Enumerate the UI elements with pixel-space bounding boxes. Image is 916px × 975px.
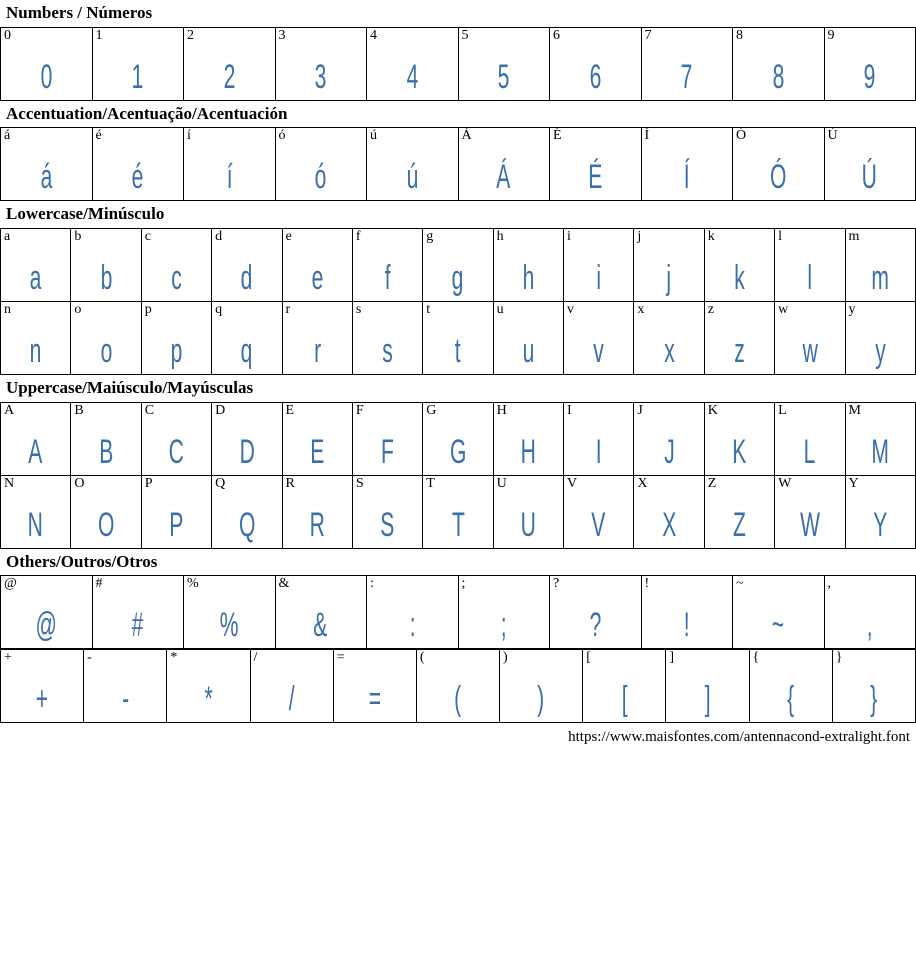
glyph-label: l (778, 229, 783, 245)
glyph-sample: h (522, 259, 535, 298)
glyph-cell[interactable] (733, 128, 825, 201)
glyph-label: q (215, 302, 223, 318)
glyph-sample: I (595, 432, 602, 471)
glyph-sample: ! (683, 606, 690, 645)
glyph-sample: j (666, 259, 672, 298)
glyph-cell[interactable] (775, 302, 845, 375)
glyph-label: M (848, 402, 861, 418)
glyph-sample: r (313, 332, 321, 371)
glyph-label: B (74, 402, 84, 418)
glyph-sample: 5 (497, 57, 510, 96)
glyph-sample: É (588, 158, 603, 197)
glyph-sample: z (734, 332, 745, 371)
glyph-sample: [ (621, 680, 628, 719)
glyph-sample: k (734, 259, 745, 298)
glyph-sample: D (239, 432, 255, 471)
glyph-label: p (144, 302, 152, 318)
glyph-sample: a (29, 259, 42, 298)
glyph-label: s (355, 302, 362, 318)
glyph-label: c (144, 229, 151, 245)
glyph-sample: S (380, 505, 395, 544)
glyph-sample: b (100, 259, 112, 298)
glyph-sample: i (596, 259, 602, 298)
glyph-label: 2 (187, 27, 194, 43)
glyph-label: h (496, 229, 504, 245)
glyph-sample: N (28, 505, 44, 544)
glyph-label: { (752, 650, 760, 666)
glyph-cell[interactable] (824, 27, 916, 100)
glyph-label: r (285, 302, 291, 318)
glyph-sample: # (131, 606, 144, 645)
glyph-label: / (253, 650, 258, 666)
glyph-cell[interactable] (1, 475, 71, 548)
glyph-cell[interactable] (184, 27, 276, 100)
glyph-label: 9 (827, 27, 835, 43)
table-row (1, 27, 916, 100)
glyph-label: 6 (553, 27, 560, 43)
glyph-cell[interactable] (141, 302, 211, 375)
glyph-label: [ (586, 650, 591, 666)
glyph-cell[interactable] (564, 402, 634, 475)
glyph-sample: H (520, 432, 536, 471)
glyph-cell[interactable] (824, 128, 916, 201)
glyph-sample: c (171, 259, 182, 298)
glyph-label: í (187, 128, 191, 144)
glyph-cell[interactable] (423, 229, 493, 302)
glyph-sample: Q (238, 505, 256, 544)
glyph-sample: Ú (862, 158, 878, 197)
glyph-cell[interactable] (550, 576, 642, 649)
glyph-label: P (144, 475, 153, 491)
glyph-sample: n (29, 332, 42, 371)
glyph-cell[interactable] (141, 402, 211, 475)
glyph-label: Q (215, 475, 226, 491)
glyph-cell[interactable] (564, 229, 634, 302)
glyph-cell[interactable] (71, 475, 141, 548)
glyph-sample: v (593, 332, 604, 371)
glyph-label: X (637, 475, 648, 491)
glyph-label: É (553, 128, 562, 144)
glyph-cell[interactable] (275, 27, 367, 100)
glyph-label: 8 (736, 27, 743, 43)
glyph-sample: d (240, 259, 253, 298)
glyph-label: o (74, 302, 82, 318)
glyph-label: m (848, 229, 860, 245)
glyph-label: F (355, 402, 364, 418)
glyph-label: é (95, 128, 102, 144)
glyph-sample: W (799, 505, 820, 544)
glyph-sample: R (309, 505, 325, 544)
glyph-label: Y (848, 475, 859, 491)
glyph-cell[interactable] (493, 475, 563, 548)
glyph-table-lowercase (0, 228, 916, 375)
glyph-label: ! (644, 576, 650, 592)
glyph-sample: Z (732, 505, 746, 544)
glyph-label: ) (503, 650, 508, 666)
glyph-sample: e (311, 259, 324, 298)
glyph-cell[interactable] (500, 650, 583, 723)
glyph-cell[interactable] (775, 475, 845, 548)
glyph-cell[interactable] (250, 650, 333, 723)
glyph-label: H (496, 402, 507, 418)
glyph-cell[interactable] (84, 650, 167, 723)
glyph-cell[interactable] (845, 475, 916, 548)
glyph-sample: Y (873, 505, 888, 544)
glyph-sample: ; (500, 606, 507, 645)
glyph-cell[interactable] (333, 650, 416, 723)
glyph-cell[interactable] (634, 302, 704, 375)
glyph-label: I (567, 402, 572, 418)
glyph-sample: T (451, 505, 465, 544)
glyph-sample: q (240, 332, 253, 371)
glyph-cell[interactable] (282, 229, 352, 302)
glyph-label: # (95, 576, 103, 592)
glyph-label: A (4, 402, 15, 418)
glyph-cell[interactable] (1, 128, 93, 201)
glyph-cell[interactable] (141, 475, 211, 548)
section-title-accentuation: Accentuation/Acentuação/Acentuación (6, 103, 288, 123)
glyph-label: O (74, 475, 85, 491)
glyph-cell[interactable] (749, 650, 832, 723)
glyph-sample: 6 (589, 57, 602, 96)
glyph-sample: m (871, 259, 890, 298)
glyph-cell[interactable] (493, 402, 563, 475)
glyph-label: @ (4, 576, 17, 592)
glyph-sample: / (288, 680, 295, 719)
glyph-cell[interactable] (423, 302, 493, 375)
glyph-sample: X (662, 505, 677, 544)
glyph-sample: L (803, 432, 816, 471)
glyph-sample: O (97, 505, 115, 544)
glyph-label: } (835, 650, 843, 666)
glyph-cell[interactable] (275, 576, 367, 649)
table-row (1, 128, 916, 201)
glyph-cell[interactable] (775, 402, 845, 475)
glyph-label: G (426, 402, 437, 418)
glyph-cell[interactable] (845, 402, 916, 475)
glyph-label: d (215, 229, 223, 245)
glyph-label: V (567, 475, 578, 491)
glyph-cell[interactable] (1, 27, 93, 100)
glyph-label: & (278, 576, 290, 592)
glyph-label: ~ (736, 576, 744, 592)
glyph-label: K (707, 402, 718, 418)
glyph-sample: ú (406, 158, 419, 197)
glyph-cell[interactable] (1, 302, 71, 375)
glyph-cell[interactable] (416, 650, 499, 723)
glyph-cell[interactable] (832, 650, 915, 723)
glyph-sample: 4 (406, 57, 419, 96)
glyph-label: L (778, 402, 787, 418)
glyph-sample: p (170, 332, 183, 371)
section-title-numbers: Numbers / Números (6, 3, 153, 22)
glyph-cell[interactable] (141, 229, 211, 302)
glyph-sample: % (219, 606, 239, 645)
glyph-label: z (707, 302, 714, 318)
glyph-sample: U (520, 505, 536, 544)
glyph-cell[interactable] (275, 128, 367, 201)
glyph-sample: g (452, 259, 464, 298)
glyph-cell[interactable] (733, 27, 825, 100)
glyph-label: W (778, 475, 792, 491)
glyph-label: 1 (95, 27, 103, 43)
glyph-sample: 3 (314, 57, 327, 96)
glyph-cell[interactable] (92, 576, 184, 649)
glyph-sample: í (226, 158, 233, 197)
glyph-cell[interactable] (733, 576, 825, 649)
glyph-cell[interactable] (704, 475, 774, 548)
glyph-label: v (567, 302, 574, 318)
glyph-label: i (567, 229, 571, 245)
glyph-sample: @ (35, 606, 57, 645)
glyph-cell[interactable] (71, 229, 141, 302)
glyph-label: C (144, 402, 155, 418)
glyph-label: Z (707, 475, 717, 491)
glyph-cell[interactable] (367, 27, 459, 100)
glyph-cell[interactable] (367, 128, 459, 201)
glyph-cell[interactable] (1, 576, 93, 649)
glyph-cell[interactable] (845, 302, 916, 375)
glyph-cell[interactable] (634, 402, 704, 475)
glyph-sample: 1 (131, 57, 144, 96)
glyph-cell[interactable] (1, 650, 84, 723)
glyph-label: 7 (644, 27, 652, 43)
glyph-sample: ( (454, 680, 462, 719)
glyph-label: T (426, 475, 435, 491)
glyph-cell[interactable] (564, 475, 634, 548)
glyph-label: g (426, 229, 434, 245)
glyph-cell[interactable] (282, 302, 352, 375)
glyph-cell[interactable] (282, 402, 352, 475)
glyph-sample: Í (683, 158, 690, 197)
glyph-label: Ó (736, 128, 747, 144)
glyph-label: + (4, 650, 12, 666)
glyph-table-others (0, 575, 916, 649)
section-title-lowercase: Lowercase/Minúsculo (6, 204, 165, 224)
glyph-sample: + (35, 680, 49, 719)
glyph-sample: : (409, 606, 416, 645)
glyph-sample: J (663, 432, 675, 471)
glyph-label: 5 (461, 27, 469, 43)
glyph-cell[interactable] (775, 229, 845, 302)
glyph-cell[interactable] (550, 128, 642, 201)
glyph-table-uppercase (0, 402, 916, 549)
glyph-cell[interactable] (352, 475, 422, 548)
glyph-label: 0 (4, 27, 11, 43)
glyph-label: ; (461, 576, 466, 592)
glyph-sample: w (802, 332, 818, 371)
glyph-sample: ~ (772, 606, 785, 645)
glyph-cell[interactable] (184, 576, 276, 649)
glyph-cell[interactable] (458, 576, 550, 649)
glyph-label: N (4, 475, 15, 491)
glyph-table-accentuation (0, 127, 916, 201)
glyph-sample: t (454, 332, 461, 371)
glyph-label: Í (644, 128, 650, 144)
glyph-cell[interactable] (212, 402, 282, 475)
glyph-cell[interactable] (564, 302, 634, 375)
glyph-sample: l (807, 259, 813, 298)
glyph-cell[interactable] (550, 27, 642, 100)
glyph-sample: ? (589, 606, 602, 645)
glyph-label: , (827, 576, 831, 592)
glyph-sample: 8 (772, 57, 785, 96)
glyph-sample: G (449, 432, 467, 471)
glyph-cell[interactable] (641, 27, 733, 100)
glyph-sample: B (99, 432, 114, 471)
glyph-cell[interactable] (641, 128, 733, 201)
glyph-cell[interactable] (423, 402, 493, 475)
glyph-cell[interactable] (352, 402, 422, 475)
table-row (1, 402, 916, 475)
glyph-sample: ] (704, 680, 711, 719)
glyph-sample: Á (496, 158, 511, 197)
glyph-label: b (74, 229, 82, 245)
glyph-label: ú (370, 128, 377, 144)
glyph-cell[interactable] (704, 229, 774, 302)
glyph-cell[interactable] (282, 475, 352, 548)
glyph-label: U (496, 475, 507, 491)
glyph-label: á (4, 128, 11, 144)
glyph-sample: - (121, 680, 129, 719)
glyph-cell[interactable] (493, 302, 563, 375)
glyph-label: ó (278, 128, 286, 144)
glyph-label: f (355, 229, 361, 245)
glyph-cell[interactable] (212, 302, 282, 375)
glyph-cell[interactable] (704, 302, 774, 375)
glyph-sample: A (28, 432, 43, 471)
glyph-label: R (285, 475, 295, 491)
glyph-cell[interactable] (71, 402, 141, 475)
table-row (1, 475, 916, 548)
glyph-label: ? (553, 576, 560, 592)
glyph-label: * (170, 650, 178, 666)
glyph-label: a (4, 229, 11, 245)
glyph-label: x (637, 302, 645, 318)
glyph-cell[interactable] (1, 402, 71, 475)
glyph-sample: 0 (40, 57, 53, 96)
glyph-cell[interactable] (704, 402, 774, 475)
glyph-cell[interactable] (493, 229, 563, 302)
glyph-label: Á (461, 128, 472, 144)
glyph-sample: F (381, 432, 395, 471)
glyph-cell[interactable] (352, 302, 422, 375)
glyph-cell[interactable] (71, 302, 141, 375)
glyph-label: u (496, 302, 504, 318)
glyph-label: w (778, 302, 789, 318)
glyph-table-numbers (0, 27, 916, 101)
glyph-sample: 2 (223, 57, 236, 96)
glyph-label: % (187, 576, 199, 592)
glyph-label: D (215, 402, 226, 418)
glyph-label: t (426, 302, 431, 318)
glyph-label: j (637, 229, 642, 245)
glyph-cell[interactable] (634, 475, 704, 548)
glyph-cell[interactable] (666, 650, 749, 723)
glyph-cell[interactable] (167, 650, 250, 723)
glyph-sample: s (382, 332, 393, 371)
glyph-cell[interactable] (641, 576, 733, 649)
table-row (1, 576, 916, 649)
table-row (1, 302, 916, 375)
glyph-label: : (370, 576, 374, 592)
glyph-label: ( (419, 650, 425, 666)
glyph-sample: o (100, 332, 112, 371)
section-title-others: Others/Outros/Otros (6, 551, 158, 571)
glyph-sample: V (591, 505, 606, 544)
table-row (1, 650, 916, 723)
glyph-label: J (637, 402, 643, 418)
glyph-label: 3 (278, 27, 286, 43)
glyph-label: = (336, 650, 345, 666)
glyph-cell[interactable] (423, 475, 493, 548)
glyph-cell[interactable] (583, 650, 666, 723)
glyph-cell[interactable] (824, 576, 916, 649)
glyph-label: S (355, 475, 364, 491)
glyph-cell[interactable] (92, 27, 184, 100)
glyph-cell[interactable] (352, 229, 422, 302)
glyph-sample: u (522, 332, 535, 371)
glyph-sample: x (663, 332, 675, 371)
glyph-sample: { (787, 680, 795, 719)
glyph-sample: K (732, 432, 747, 471)
glyph-cell[interactable] (367, 576, 459, 649)
glyph-sample: C (168, 432, 185, 471)
glyph-sample: y (874, 332, 886, 371)
glyph-label: e (285, 229, 292, 245)
glyph-sample: , (866, 606, 873, 645)
glyph-cell[interactable] (212, 229, 282, 302)
glyph-sample: é (131, 158, 144, 197)
glyph-label: Ú (827, 128, 838, 144)
glyph-sample: f (384, 259, 391, 298)
glyph-sample: * (204, 680, 213, 719)
glyph-sample: 7 (680, 57, 693, 96)
glyph-label: E (285, 402, 295, 418)
table-row (1, 229, 916, 302)
glyph-sample: Ó (770, 158, 787, 197)
glyph-label: 4 (370, 27, 377, 43)
glyph-label: n (4, 302, 11, 318)
section-title-uppercase: Uppercase/Maiúsculo/Mayúsculas (6, 378, 254, 398)
glyph-cell[interactable] (1, 229, 71, 302)
glyph-cell[interactable] (458, 27, 550, 100)
glyph-label: ] (669, 650, 675, 666)
glyph-table-others-symbols (0, 649, 916, 723)
glyph-sample: 9 (863, 57, 876, 96)
glyph-cell[interactable] (212, 475, 282, 548)
glyph-cell[interactable] (845, 229, 916, 302)
source-url[interactable]: https://www.maisfontes.com/antennacond-extralight.font (568, 729, 910, 746)
glyph-cell[interactable] (92, 128, 184, 201)
glyph-label: y (848, 302, 856, 318)
glyph-sample: á (40, 158, 53, 197)
glyph-sample: P (169, 505, 184, 544)
glyph-cell[interactable] (458, 128, 550, 201)
glyph-sample: = (368, 680, 381, 719)
glyph-sample: ) (537, 680, 545, 719)
glyph-sample: ó (314, 158, 327, 197)
glyph-sample: E (310, 432, 325, 471)
glyph-cell[interactable] (184, 128, 276, 201)
glyph-cell[interactable] (634, 229, 704, 302)
glyph-sample: & (313, 606, 328, 645)
glyph-sample: } (870, 680, 878, 719)
glyph-label: k (707, 229, 715, 245)
glyph-sample: M (871, 432, 890, 471)
glyph-label: - (87, 650, 92, 666)
